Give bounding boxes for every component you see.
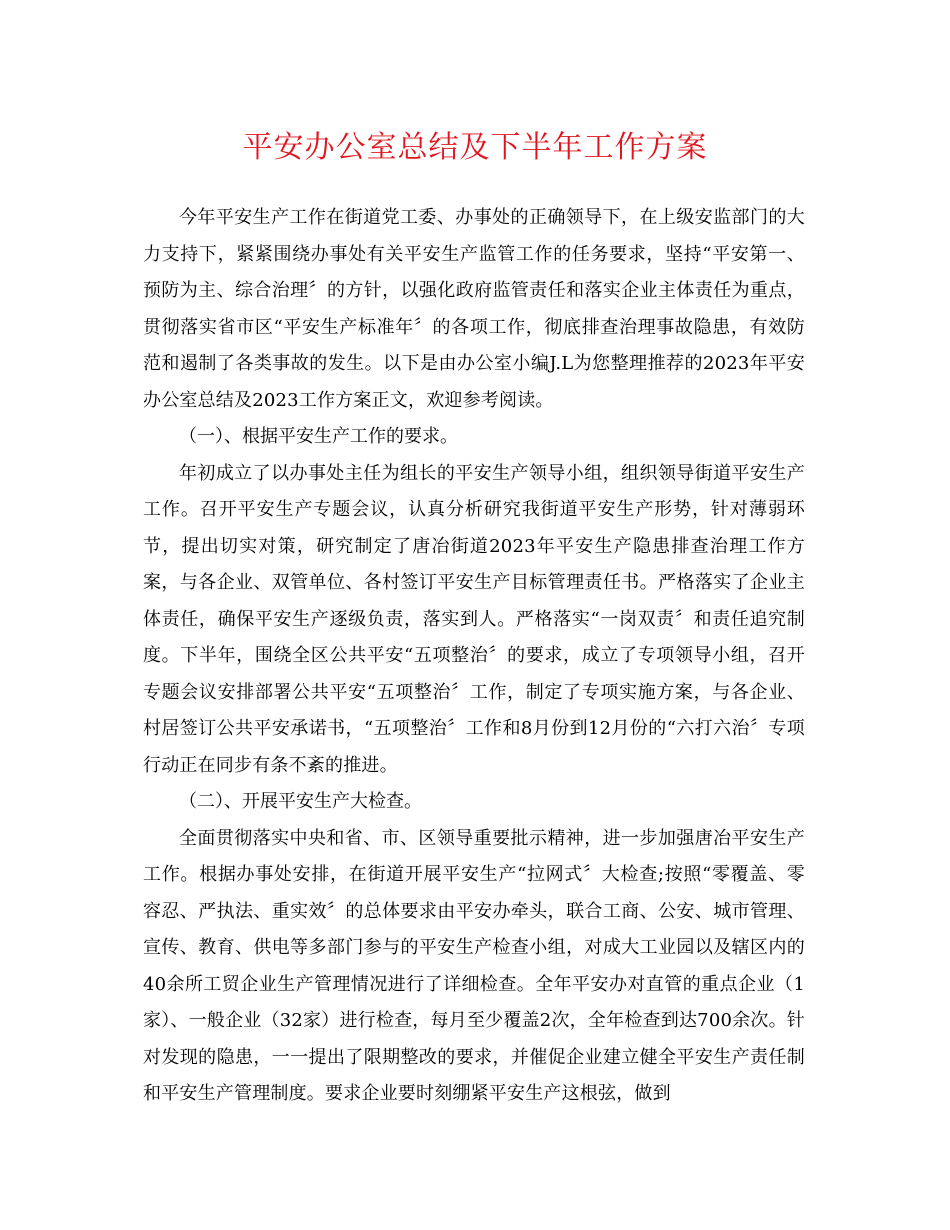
document-title: 平安办公室总结及下半年工作方案 [242,130,708,165]
section-1-heading: （一）、根据平安生产工作的要求。 [179,426,458,447]
document-body [143,200,805,1113]
intro-paragraph: 今年平安生产工作在街道党工委、办事处的正确领导下，在上级安监部门的大力支持下，紧紧围绕办事处有关平安生产监管工作的任务要求，坚持“平安第一、预防为主、综合治理〞的方针，以强化政府监管责任和落实企业主体责任为重点，贯彻落实省市区“平安生产标准年〞的各项工作，彻底排查治理事故隐患，有效防范和遏制了各类事故的发生。以下是由办公室小编J.L为您整理推荐的2023年平安办公室总结及2023工作方案正文，欢迎参考阅读。 [143,207,805,411]
section-1-paragraph: 年初成立了以办事处主任为组长的平安生产领导小组，组织领导街道平安生产工作。召开平安生产专题会议，认真分析研究我街道平安生产形势，针对薄弱环节，提出切实对策，研究制定了唐冶街道2023年平安生产隐患排查治理工作方案，与各企业、双管单位、各村签订平安生产目标管理责任书。严格落实了企业主体责任，确保平安生产逐级负责，落实到人。严格落实“一岗双责〞和责任追究制度。下半年，围绕全区公共平安“五项整治〞的要求，成立了专项领导小组，召开专题会议安排部署公共平安“五项整治〞工作，制定了专项实施方案，与各企业、村居签订公共平安承诺书，“五项整治〞工作和8月份到12月份的“六打六治〞专项行动正在同步有条不紊的推进。 [143,462,805,776]
section-2-heading: （二）、开展平安生产大检查。 [179,791,422,812]
section-2-paragraph: 全面贯彻落实中央和省、市、区领导重要批示精神，进一步加强唐冶平安生产工作。根据办事处安排，在街道开展平安生产“拉网式〞大检查;按照“零覆盖、零容忍、严执法、重实效〞的总体要求由平安办牵头，联合工商、公安、城市管理、宣传、教育、供电等多部门参与的平安生产检查小组，对成大工业园以及辖区内的40余所工贸企业生产管理情况进行了详细检查。全年平安办对直管的重点企业（1家）、一般企业（32家）进行检查，每月至少覆盖2次，全年检查到达700余次。针对发现的隐患，一一提出了限期整改的要求，并催促企业建立健全平安生产责任制和平安生产管理制度。要求企业要时刻绷紧平安生产这根弦，做到 [143,827,805,1104]
